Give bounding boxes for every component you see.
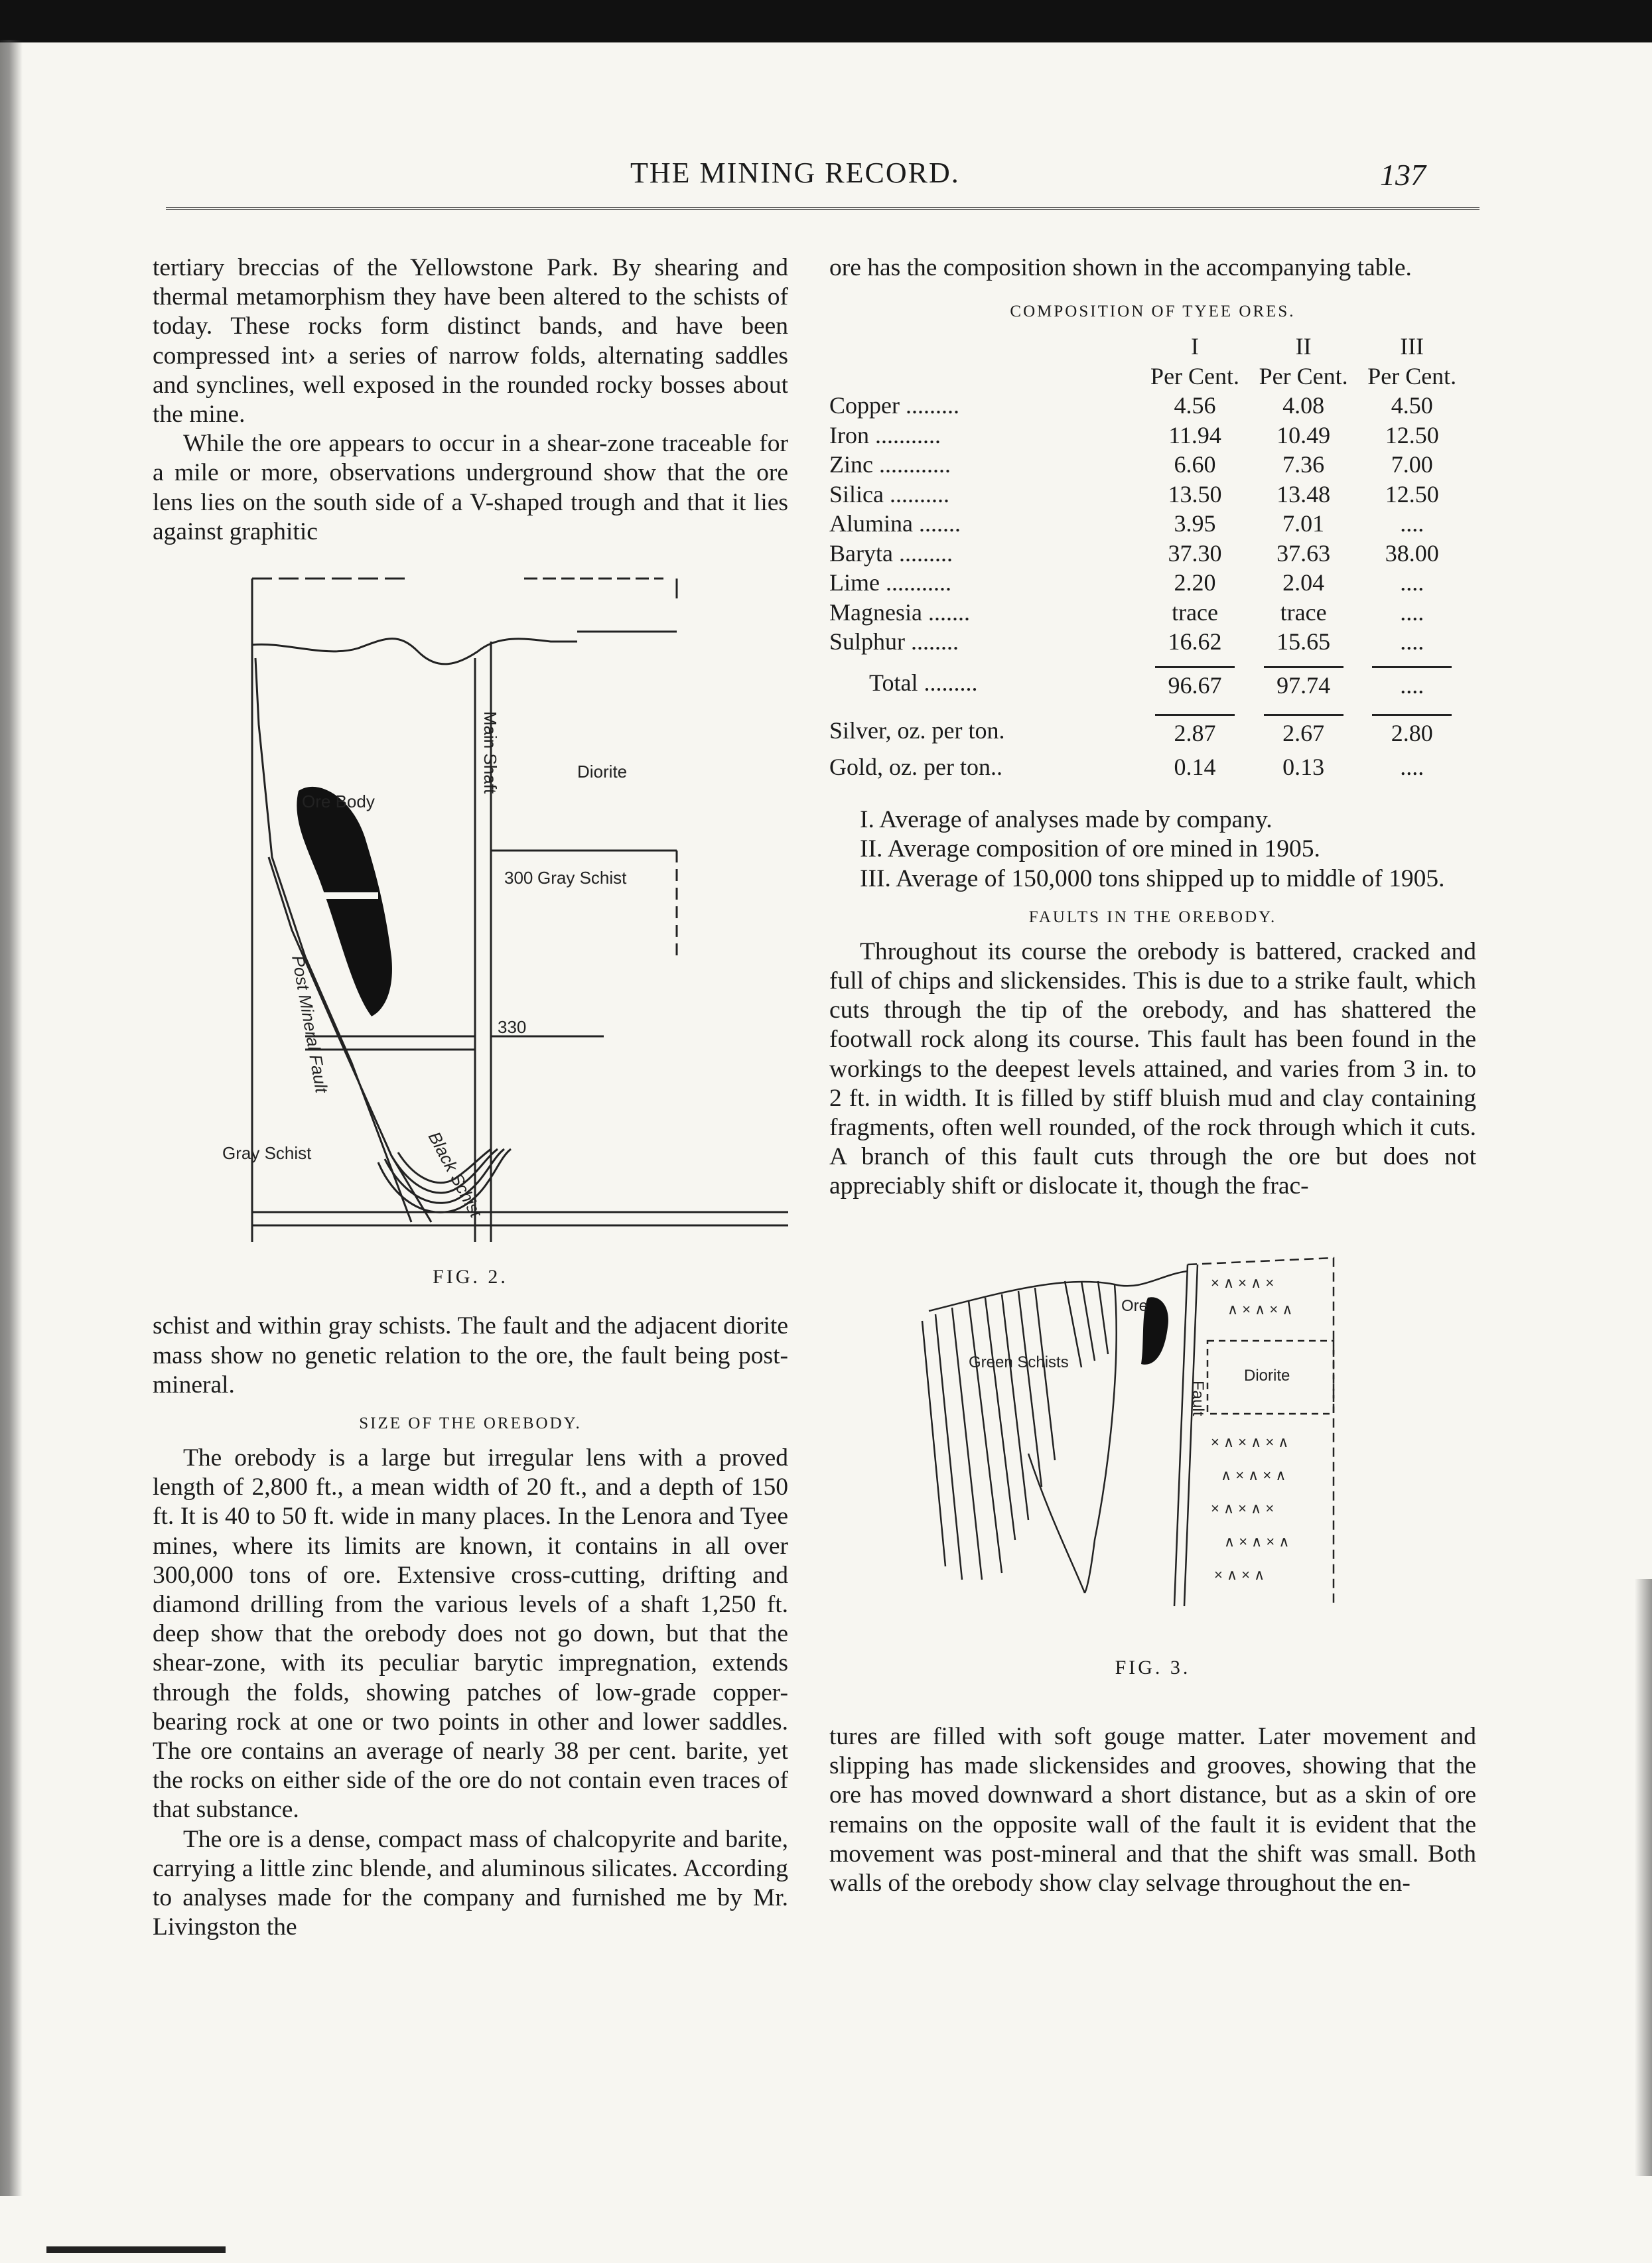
cell: 7.01 <box>1282 510 1325 537</box>
table-row <box>829 450 1466 480</box>
paragraph: tertiary breccias of the Yellowstone Park. By shearing and thermal metamorphism they have been altered to the schists of today. These rocks form distinct bands, and have been compressed int› a series of narrow folds, alternating saddles and synclines, well exposed in the rounded rocky bosses about the mine. <box>153 254 788 429</box>
svg-text:∧ × ∧ × ∧: ∧ × ∧ × ∧ <box>1221 1466 1286 1483</box>
fig3-caption: FIG. 3. <box>1115 1656 1191 1679</box>
cell: 4.50 <box>1391 392 1433 419</box>
svg-text:× ∧ × ∧ ×: × ∧ × ∧ × <box>1211 1499 1274 1517</box>
table-row <box>829 710 1466 752</box>
table-row <box>829 421 1466 450</box>
fig2-diagram <box>153 559 788 1315</box>
page-header <box>0 156 1652 196</box>
row-label: Lime ........... <box>829 569 951 596</box>
paragraph: schist and within gray schists. The fault and the adjacent diorite mass show no genetic relation to the ore, the fault being post-mineral. <box>153 1312 788 1399</box>
paragraph: Throughout its course the orebody is battered, cracked and full of chips and slickensides. This is due to a strike fault, which cuts through the tip of the orebody, and has shattered the footwall rock along its course. This fault has been found in the workings to the deepest levels attained, and varies from 3 in. to 2 ft. in width. It is filled by stiff bluish mud and clay containing fragments, often well rounded, of the rock through which it cuts. A branch of this fault cuts through the ore but does not appreciably shift or dislocate it, though the frac- <box>829 937 1476 1200</box>
row-label: Baryta ......... <box>829 539 953 567</box>
page-number: 137 <box>1380 158 1426 192</box>
row-label: Magnesia ....... <box>829 598 970 626</box>
svg-text:× ∧ × ∧ ×: × ∧ × ∧ × <box>1211 1274 1274 1291</box>
column-header: III <box>1400 333 1424 360</box>
label-ore-body: Ore Body <box>302 791 375 812</box>
cell: 12.50 <box>1385 421 1439 448</box>
cell: 6.60 <box>1174 451 1216 478</box>
svg-text:× ∧ × ∧ × ∧: × ∧ × ∧ × ∧ <box>1211 1433 1289 1450</box>
cell: 7.36 <box>1282 451 1325 478</box>
table-row <box>829 627 1466 657</box>
cell: 97.74 <box>1264 666 1343 701</box>
cell: .... <box>1372 666 1452 701</box>
cell: 13.48 <box>1276 480 1331 508</box>
unit-label: Per Cent. <box>1150 362 1240 389</box>
label-gray-schist-right: Gray Schist <box>537 868 627 888</box>
cell: trace <box>1172 598 1219 626</box>
paragraph: ore has the composition shown in the accompanying table. <box>829 254 1412 281</box>
row-label: Total ......... <box>869 669 978 697</box>
scan-left-edge <box>0 40 23 2196</box>
table-title: COMPOSITION OF TYEE ORES. <box>1010 303 1296 321</box>
table-row <box>829 568 1466 598</box>
table-notes <box>829 805 1476 894</box>
row-label: Alumina ....... <box>829 510 961 537</box>
svg-text:× ∧ × ∧: × ∧ × ∧ <box>1214 1566 1265 1583</box>
note: I. Average of analyses made by company. <box>860 806 1273 834</box>
cell: trace <box>1280 598 1327 626</box>
fig2-caption: FIG. 2. <box>433 1266 508 1288</box>
label-diorite: Diorite <box>577 762 628 782</box>
label-level-300: 300 <box>504 868 533 888</box>
left-column <box>153 253 788 1943</box>
cell: .... <box>1400 510 1424 537</box>
cell: 12.50 <box>1385 480 1439 508</box>
cell: 2.67 <box>1264 714 1343 748</box>
table-row <box>829 598 1466 628</box>
figure-3 <box>829 1235 1476 1682</box>
cell: .... <box>1400 569 1424 596</box>
running-head: THE MINING RECORD. <box>630 157 960 189</box>
scan-right-edge <box>1635 1579 1652 2176</box>
table-row <box>829 480 1466 510</box>
label-gray-schist-left: Gray Schist <box>222 1143 312 1164</box>
cell: 37.30 <box>1168 539 1222 567</box>
table-row <box>829 391 1466 421</box>
fig3-diagram <box>829 1235 1476 1633</box>
row-label: Zinc ............ <box>829 451 951 478</box>
row-label: Silica .......... <box>829 480 949 508</box>
cell: 0.14 <box>1174 753 1216 780</box>
figure-2 <box>153 559 788 1292</box>
cell: 3.95 <box>1174 510 1216 537</box>
svg-text:∧ × ∧ × ∧: ∧ × ∧ × ∧ <box>1227 1300 1293 1318</box>
row-label: Silver, oz. per ton. <box>829 717 1005 744</box>
paragraph: While the ore appears to occur in a shear-zone traceable for a mile or more, observations underground show that the ore lens lies on the south side of a V-shaped trough and that it lies against graphitic <box>153 430 788 545</box>
column-header: I <box>1191 333 1200 360</box>
cell: 2.20 <box>1174 569 1216 596</box>
label-main-shaft: Main Shaft <box>480 711 500 794</box>
table-header-row <box>829 332 1466 362</box>
cell: 10.49 <box>1276 421 1331 448</box>
cell: 2.80 <box>1372 714 1452 748</box>
table-row <box>829 509 1466 539</box>
header-rule <box>166 207 1480 210</box>
cell: .... <box>1400 598 1424 626</box>
row-label: Iron ........... <box>829 421 941 448</box>
label-post-mineral-fault: Post Mineral Fault <box>288 953 332 1095</box>
cell: 11.94 <box>1168 421 1221 448</box>
table-row <box>829 539 1466 569</box>
svg-text:∧ × ∧ × ∧: ∧ × ∧ × ∧ <box>1224 1533 1290 1550</box>
label-ore: Ore <box>1121 1296 1148 1315</box>
paragraph: The orebody is a large but irregular lens with a proved length of 2,800 ft., a mean width of 20 ft., and a depth of 150 ft. It is 40 to 50 ft. wide in many places. In the Lenora and Tyee mines, where its limits are known, it contains in all over 300,000 tons of ore. Extensive cross-cutting, drifting and diamond drilling from the various levels of a shaft 1,250 ft. deep show that the orebody does not go down, but that the shear-zone, with its peculiar barytic impregnation, extends through the folds, showing patches of low-grade copper-bearing rock at one or two points in other and lower saddles. The ore contains an average of nearly 38 per cent. barite, yet the rocks on either side of the ore do not contain even traces of that substance. <box>153 1444 788 1824</box>
unit-label: Per Cent. <box>1367 362 1457 389</box>
paragraph: tures are filled with soft gouge matter. Later movement and slipping has made slickensides and grooves, showing that the ore has moved downward a short distance, but as a skin of ore remains on the opposite wall of the fault it is evident that the movement was post-mineral and that the shift was small. Both walls of the orebody show clay selvage throughout the en- <box>829 1723 1476 1897</box>
cell: .... <box>1400 628 1424 655</box>
label-black-schist: Black Schist <box>424 1128 486 1221</box>
cell: 2.87 <box>1155 714 1235 748</box>
cell: 7.00 <box>1391 451 1433 478</box>
cell: 15.65 <box>1276 628 1331 655</box>
label-fault: Fault <box>1189 1380 1207 1416</box>
cell: 4.56 <box>1174 392 1216 419</box>
note: III. Average of 150,000 tons shipped up to middle of 1905. <box>860 864 1445 892</box>
unit-label: Per Cent. <box>1259 362 1348 389</box>
note: II. Average composition of ore mined in 1905. <box>860 835 1320 863</box>
cell: 16.62 <box>1168 628 1222 655</box>
paragraph: The ore is a dense, compact mass of chalcopyrite and barite, carrying a little zinc blende, and aluminous silicates. According to analyses made for the company and furnished me by Mr. Livingston the <box>153 1825 788 1941</box>
right-column <box>829 253 1476 1898</box>
label-green-schists: Green Schists <box>969 1353 1069 1371</box>
heading-faults: FAULTS IN THE OREBODY. <box>1028 908 1277 926</box>
total-row <box>829 657 1466 710</box>
cell: 37.63 <box>1276 539 1331 567</box>
cell: 38.00 <box>1385 539 1439 567</box>
cell: .... <box>1400 753 1424 780</box>
cell: 13.50 <box>1168 480 1222 508</box>
row-label: Copper ......... <box>829 392 959 419</box>
cell: 4.08 <box>1282 392 1325 419</box>
scan-bottom-mark <box>46 2246 226 2253</box>
cell: 96.67 <box>1155 666 1235 701</box>
column-header: II <box>1295 333 1312 360</box>
label-diorite: Diorite <box>1244 1366 1290 1385</box>
cell: 0.13 <box>1282 753 1325 780</box>
row-label: Gold, oz. per ton.. <box>829 753 1002 780</box>
table-row <box>829 752 1466 782</box>
cell: 2.04 <box>1282 569 1325 596</box>
row-label: Sulphur ........ <box>829 628 959 655</box>
label-level-330: 330 <box>498 1017 527 1038</box>
table-unit-row <box>829 362 1466 391</box>
composition-table <box>829 332 1466 782</box>
scan-top-border <box>0 0 1652 42</box>
heading-size-of-orebody: SIZE OF THE OREBODY. <box>359 1414 582 1433</box>
